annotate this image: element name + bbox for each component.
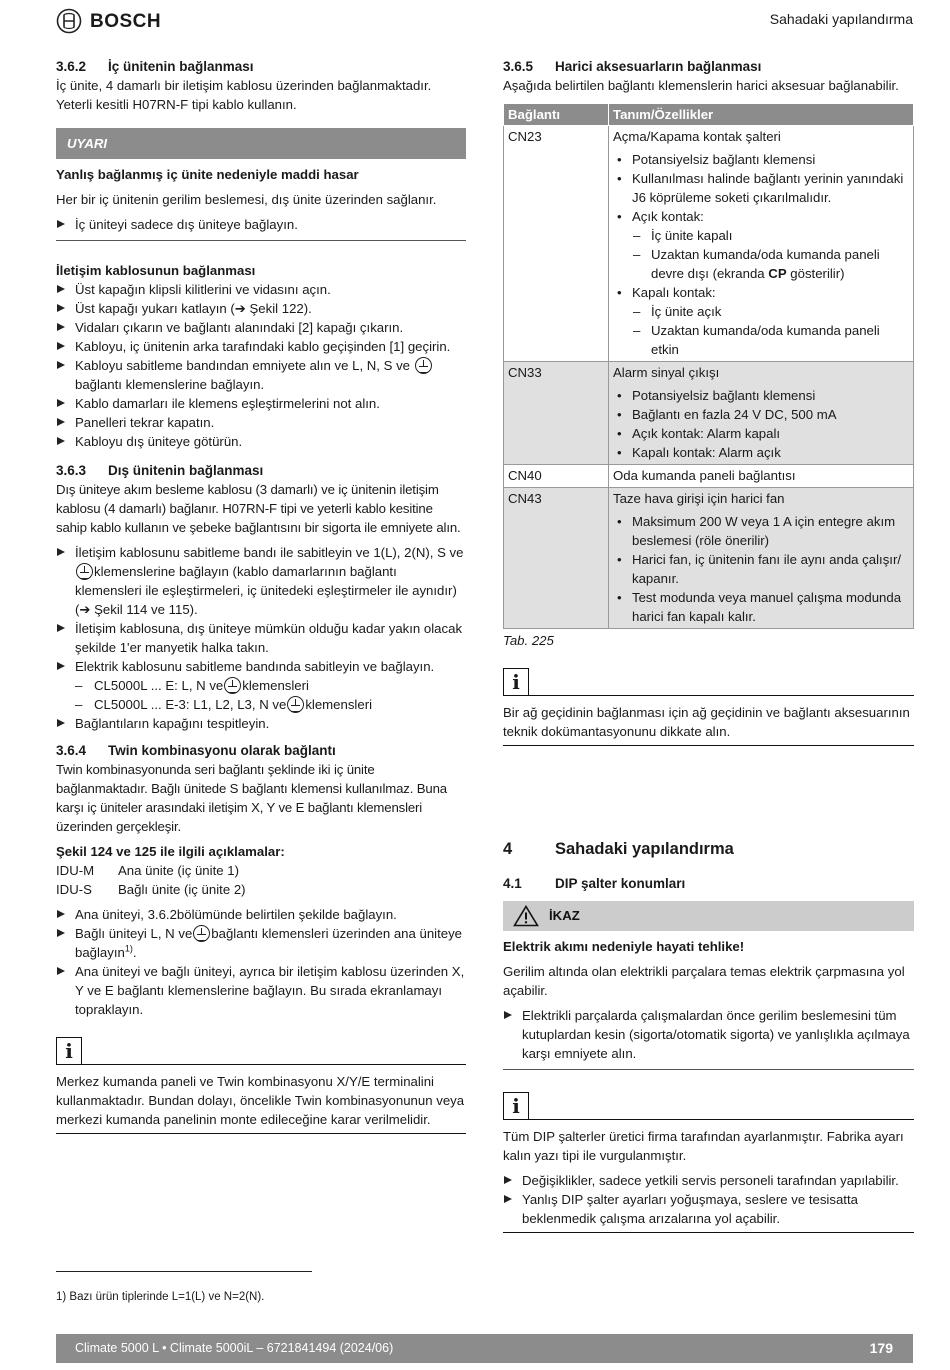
list-item: Değişiklikler, sadece yetkili servis personeli tarafından yapılabilir.: [503, 1171, 914, 1190]
warning-triangle-icon: [513, 905, 539, 927]
list-item: Bağlı üniteyi L, N ve bağlantı klemensleri üzerinden ana üniteye bağlayın$^{1)}$.: [56, 924, 466, 962]
right-column: [503, 57, 914, 1233]
table-row: [504, 488, 914, 629]
list-item: Kablo damarları ile klemens eşleştirmelerini not alın.: [56, 394, 466, 413]
list-item: – İç ünite kapalı: [613, 226, 909, 245]
list-item: • Kapalı kontak: Alarm açık: [613, 443, 909, 462]
list-item: İletişim kablosunu sabitleme bandı ile sabitleyin ve 1(L), 2(N), S ve klemenslerine bağlayın (kablo damarlarının bağlantı klemensleri ile eşleştirmeleri, iç ünitedeki eşleştirmeler ile aynıdır) (➔ Şekil 114 ve 115).: [56, 543, 466, 619]
legend-title: Şekil 124 ve 125 ile ilgili açıklamalar:: [56, 844, 285, 859]
section-3-6-4-body: Twin kombinasyonunda seri bağlantı şeklinde iki iç ünite bağlanmaktadır. Bağlı ünitede S bağlantı klemensi kullanılmaz. Buna karşı iç üniteler arasındaki iletişim X, Y ve E bağlantı klemensleri üzerinden gerçekleşir.: [56, 762, 447, 834]
cell-title: Açma/Kapama kontak şalteri: [613, 129, 781, 144]
info-box: [503, 1092, 914, 1233]
list-item: Ana üniteyi ve bağlı üniteyi, ayrıca bir iletişim kablosu üzerinden X, Y ve E bağlantı klemenslerine bağlayın. Bu sırada ekranlamayı topraklayın.: [56, 962, 466, 1019]
info-text: Tüm DIP şalterler üretici firma tarafından ayarlanmıştır. Fabrika ayarı kalın yazı tipi ile vurgulanmıştır.: [503, 1129, 904, 1163]
info-box: [56, 1037, 466, 1134]
comm-cable-title: İletişim kablosunun bağlanması: [56, 263, 256, 278]
ground-symbol-icon: [287, 696, 304, 713]
list-item: Elektrik kablosunu sabitleme bandında sabitleyin ve bağlayın.: [56, 657, 466, 676]
footer-bar: [56, 1334, 913, 1363]
bosch-logo: [56, 8, 161, 34]
list-item: Kabloyu sabitleme bandından emniyete alın ve L, N, S ve bağlantı klemenslerine bağlayın.: [56, 356, 466, 394]
footer-doc-info: Climate 5000 L • Climate 5000iL – 6721841494 (2024/06): [75, 1341, 394, 1355]
list-item: • Test modunda veya manuel çalışma modunda harici fan kapalı kalır.: [613, 588, 909, 626]
section-3-6-2-body: İç ünite, 4 damarlı bir iletişim kablosu üzerinden bağlanmaktadır. Yeterli kesitli H07RN-F tipi kablo kullanın.: [56, 78, 432, 112]
caution-label: İKAZ: [549, 908, 580, 923]
list-item: • Bağlantı en fazla 24 V DC, 500 mA: [613, 405, 909, 424]
header-section-title: Sahadaki yapılandırma: [769, 11, 913, 27]
list-item: • Kapalı kontak:: [613, 283, 909, 302]
list-item: – İç ünite açık: [613, 302, 909, 321]
table-cell-connector: CN40: [504, 465, 609, 488]
table-cell-description: [609, 465, 914, 488]
list-item: • Potansiyelsiz bağlantı klemensi: [613, 386, 909, 405]
warning-box: [56, 128, 466, 241]
info-text: Merkez kumanda paneli ve Twin kombinasyonu X/Y/E terminalini kullanmaktadır. Bundan dolayı, öncelikle Twin kombinasyonunun veya merkezi kumanda panelinin monte edileceğine karar verilmelidir.: [56, 1072, 466, 1134]
list-item: Ana üniteyi, 3.6.2bölümünde belirtilen şekilde bağlayın.: [56, 905, 466, 924]
ground-symbol-icon: [224, 677, 241, 694]
list-item: Bağlantıların kapağını tespitleyin.: [56, 714, 466, 733]
section-4-1-heading: 4.1 DIP şalter konumları: [503, 876, 686, 891]
caution-step: Elektrikli parçalarda çalışmalardan önce gerilim beslemesini tüm kutuplardan kesin (sigorta/otomatik sigorta) ve yanlışlıkla açılmaya karşı emniyete alın.: [503, 1006, 914, 1063]
table-caption: Tab. 225: [503, 633, 554, 648]
cell-title: Taze hava girişi için harici fan: [613, 491, 785, 506]
warning-text: Her bir iç ünitenin gerilim beslemesi, dış ünite üzerinden sağlanır.: [56, 192, 437, 207]
brand-name: BOSCH: [90, 10, 162, 32]
list-item: Vidaları çıkarın ve bağlantı alanındaki [2] kapağı çıkarın.: [56, 318, 466, 337]
list-item: – Uzaktan kumanda/oda kumanda paneli etkin: [613, 321, 909, 359]
table-row: [504, 126, 914, 362]
cell-title: Alarm sinyal çıkışı: [613, 365, 720, 380]
chapter-4-heading: 4 Sahadaki yapılandırma: [503, 840, 734, 858]
section-3-6-2-heading: 3.6.2 İç ünitenin bağlanması: [56, 59, 254, 74]
list-item: • Harici fan, iç ünitenin fanı ile aynı anda çalışır/ kapanır.: [613, 550, 909, 588]
ground-symbol-icon: [76, 563, 93, 580]
list-item: Yanlış DIP şalter ayarları yoğuşmaya, seslere ve tesisatta beklenmedik çalışma arızalarına yol açabilir.: [503, 1190, 914, 1228]
legend-row: IDU-M Ana ünite (iç ünite 1): [56, 863, 239, 878]
table-cell-description: [609, 488, 914, 629]
info-icon: i: [503, 668, 529, 696]
table-header: Tanım/Özellikler: [609, 104, 914, 126]
section-3-6-5-body: Aşağıda belirtilen bağlantı klemenslerin harici aksesuar bağlanabilir.: [503, 78, 899, 93]
info-text: Bir ağ geçidinin bağlanması için ağ geçidinin ve bağlantı aksesuarının teknik dokümantasyonunu dikkate alın.: [503, 703, 914, 746]
table-row: [504, 465, 914, 488]
caution-bar: [503, 901, 914, 931]
cell-title: Oda kumanda paneli bağlantısı: [613, 468, 796, 483]
list-item: • Açık kontak:: [613, 207, 909, 226]
table-cell-connector: CN23: [504, 126, 609, 362]
section-3-6-5-heading: 3.6.5 Harici aksesuarların bağlanması: [503, 59, 762, 74]
legend-row: IDU-S Bağlı ünite (iç ünite 2): [56, 882, 246, 897]
table-row: [504, 362, 914, 465]
warning-label: UYARI: [56, 128, 466, 159]
info-icon: i: [503, 1092, 529, 1120]
footnote-rule: [56, 1271, 312, 1272]
warning-title: Yanlış bağlanmış iç ünite nedeniyle maddi hasar: [56, 167, 359, 182]
list-item: – Uzaktan kumanda/oda kumanda paneli devre dışı (ekranda CP gösterilir): [613, 245, 909, 283]
list-item: • Maksimum 200 W veya 1 A için entegre akım beslemesi (röle önerilir): [613, 512, 909, 550]
list-item: • Potansiyelsiz bağlantı klemensi: [613, 150, 909, 169]
info-content: [503, 1127, 914, 1233]
accessory-table: [503, 103, 914, 629]
list-item: Panelleri tekrar kapatın.: [56, 413, 466, 432]
list-item: Kabloyu, iç ünitenin arka tarafındaki kablo geçişinden [1] geçirin.: [56, 337, 466, 356]
caution-box: [503, 901, 914, 1070]
section-3-6-3-body: Dış üniteye akım besleme kablosu (3 damarlı) ve iç ünitenin iletişim kablosu (4 damarlı) bağlanır. H07RN-F tipi ve yeterli kablo kesitine sahip kablo kullanın ve şebeke bağlantısını bir sigorta ile emniyete alın.: [56, 482, 461, 535]
list-item: • Açık kontak: Alarm kapalı: [613, 424, 909, 443]
bosch-armature-icon: [56, 8, 82, 34]
list-item: Üst kapağı yukarı katlayın (➔ Şekil 122).: [56, 299, 466, 318]
table-cell-description: [609, 362, 914, 465]
ground-symbol-icon: [193, 925, 210, 942]
list-item: İletişim kablosuna, dış üniteye mümkün olduğu kadar yakın olacak şekilde 1'er manyetik halka takın.: [56, 619, 466, 657]
footnote: 1) Bazı ürün tiplerinde L=1(L) ve N=2(N).: [56, 1291, 265, 1303]
table-cell-connector: CN43: [504, 488, 609, 629]
list-item: – CL5000L ... E: L, N ve klemensleri: [56, 676, 466, 695]
caution-text: Gerilim altında olan elektrikli parçalara temas elektrik çarpmasına yol açabilir.: [503, 964, 905, 998]
table-header: Bağlantı: [504, 104, 609, 126]
list-item: – CL5000L ... E-3: L1, L2, L3, N ve klemensleri: [56, 695, 466, 714]
list-item: Kabloyu dış üniteye götürün.: [56, 432, 466, 451]
left-column: [56, 57, 466, 1134]
info-box: [503, 668, 914, 746]
warning-step: İç üniteyi sadece dış üniteye bağlayın.: [56, 215, 466, 234]
table-cell-description: [609, 126, 914, 362]
table-cell-connector: CN33: [504, 362, 609, 465]
list-item: • Kullanılması halinde bağlantı yerinin yanındaki J6 köprüleme soketi çıkarılmalıdır.: [613, 169, 909, 207]
ground-symbol-icon: [415, 357, 432, 374]
list-item: Üst kapağın klipsli kilitlerini ve vidasını açın.: [56, 280, 466, 299]
info-icon: i: [56, 1037, 82, 1065]
section-3-6-4-heading: 3.6.4 Twin kombinasyonu olarak bağlantı: [56, 743, 336, 758]
caution-title: Elektrik akımı nedeniyle hayati tehlike!: [503, 939, 745, 954]
section-3-6-3-heading: 3.6.3 Dış ünitenin bağlanması: [56, 463, 264, 478]
page-number: 179: [869, 1340, 893, 1356]
